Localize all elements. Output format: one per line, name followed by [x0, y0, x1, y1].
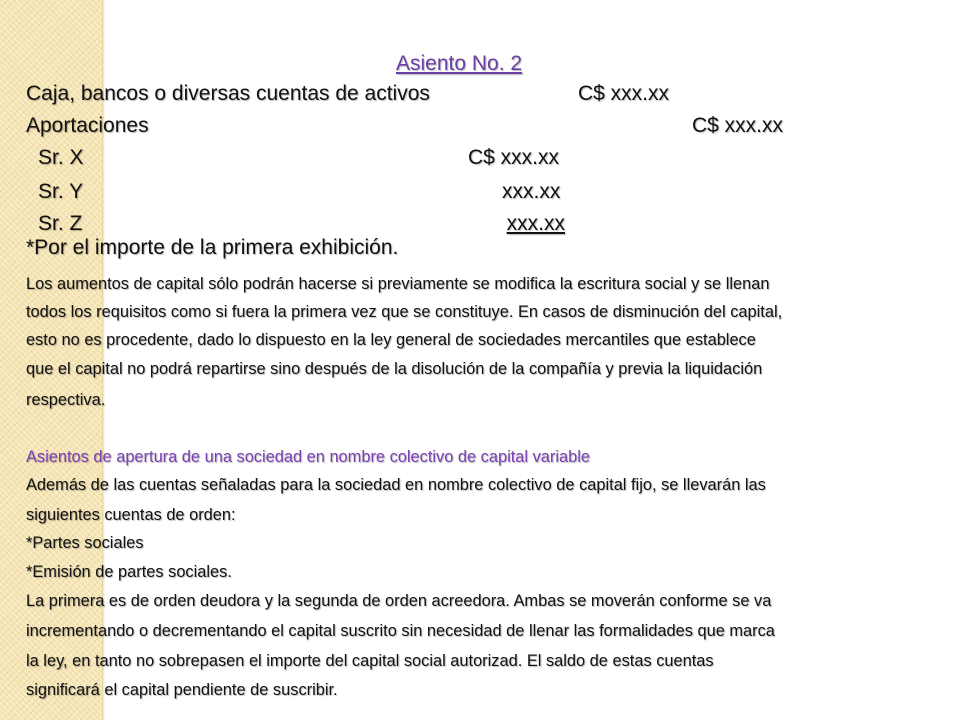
section-line: La primera es de orden deudora y la segunda de orden acreedora. Ambas se moverán conforme se va	[26, 592, 772, 610]
entry-note: *Por el importe de la primera exhibición.	[26, 236, 399, 259]
entry-row-amount: C$ xxx.xx	[692, 114, 784, 137]
paragraph-line: que el capital no podrá repartirse sino después de la disolución de la compañía y previa la liquidación	[26, 360, 763, 378]
paragraph-line: respectiva.	[26, 391, 106, 409]
entry-row-label: Aportaciones	[26, 114, 149, 137]
section-line: significará el capital pendiente de suscribir.	[26, 681, 338, 699]
section-line: incrementando o decrementando el capital suscrito sin necesidad de llenar las formalidades que marca	[26, 622, 775, 640]
paragraph-line: todos los requisitos como si fuera la primera vez que se constituye. En casos de disminución del capital,	[26, 303, 783, 321]
section-line: siguientes cuentas de orden:	[26, 506, 236, 524]
section-line: *Partes sociales	[26, 534, 144, 552]
paragraph-line: Los aumentos de capital sólo podrán hacerse si previamente se modifica la escritura social y se llenan	[26, 275, 770, 293]
entry-row-label: Sr. Z	[38, 212, 83, 235]
section-line: la ley, en tanto no sobrepasen el importe del capital social autorizad. El saldo de estas cuentas	[26, 652, 714, 670]
entry-row-label: Sr. Y	[38, 180, 84, 203]
entry-row-amount: C$ xxx.xx	[468, 146, 560, 169]
section-line: Además de las cuentas señaladas para la sociedad en nombre colectivo de capital fijo, se llevarán las	[26, 476, 766, 494]
entry-row-amount: C$ xxx.xx	[578, 82, 670, 105]
section-line: *Emisión de partes sociales.	[26, 563, 232, 581]
entry-title: Asiento No. 2	[396, 52, 523, 75]
entry-row-amount: xxx.xx	[506, 212, 565, 235]
entry-row-label: Caja, bancos o diversas cuentas de activos	[26, 82, 430, 105]
section-heading: Asientos de apertura de una sociedad en nombre colectivo de capital variable	[26, 448, 591, 466]
entry-row-amount: xxx.xx	[502, 180, 561, 203]
entry-row-label: Sr. X	[38, 146, 84, 169]
paragraph-line: esto no es procedente, dado lo dispuesto en la ley general de sociedades mercantiles que establece	[26, 331, 756, 349]
